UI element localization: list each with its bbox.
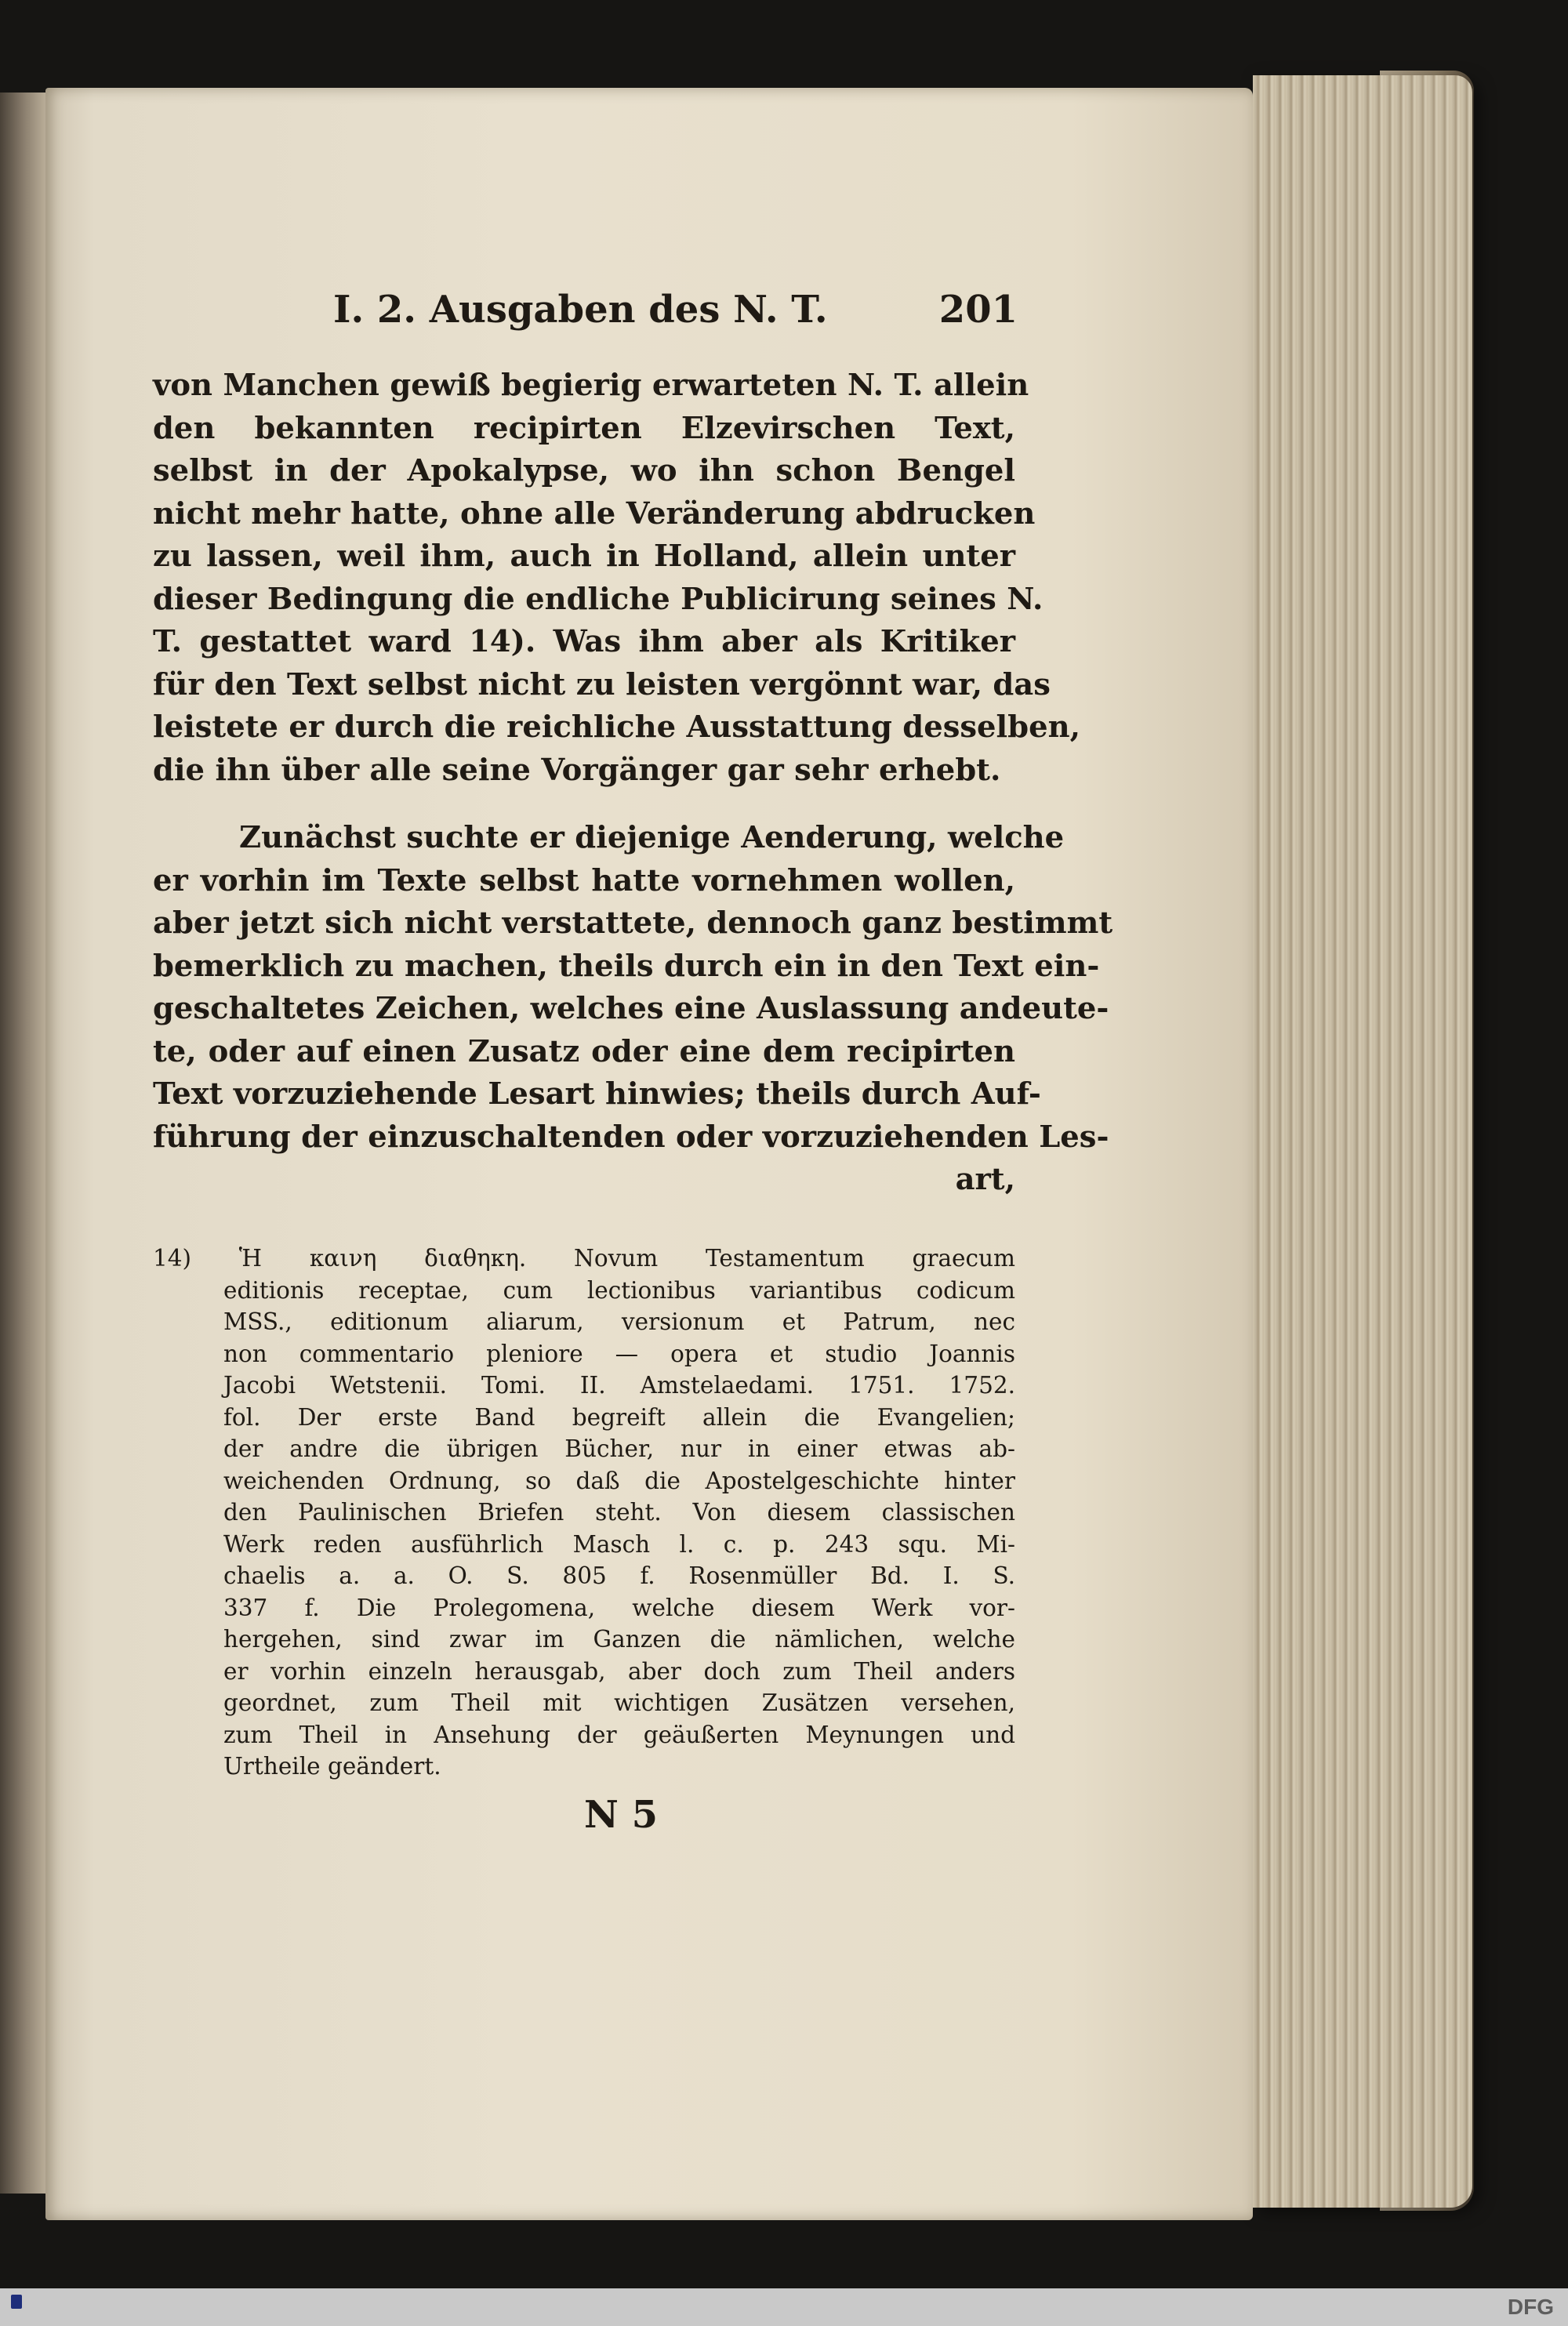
text-line: für den Text selbst nicht zu leisten vergönnt war, das <box>153 666 1051 702</box>
viewer-footer-bar <box>0 2288 1568 2326</box>
text-line: Text vorzuziehende Lesart hinwies; theils durch Auf- <box>153 1076 1041 1112</box>
footnote-line: weichenden Ordnung, so daß die Apostelgeschichte hinter <box>223 1467 1015 1494</box>
footnote-line: Werk reden ausführlich Masch l. c. p. 243 squ. Mi- <box>223 1530 1015 1558</box>
footnote <box>153 1243 1015 1783</box>
library-logo-icon <box>5 2293 28 2321</box>
text-line: bemerklich zu machen, theils durch ein in den Text ein- <box>153 948 1100 984</box>
page-stack-edges <box>1253 75 1472 2208</box>
text-line: den bekannten recipirten Elzevirschen Text, <box>153 410 1015 446</box>
footnote-line: hergehen, sind zwar im Ganzen die nämlichen, welche <box>223 1626 1015 1653</box>
text-line: zu lassen, weil ihm, auch in Holland, allein unter <box>153 539 1015 574</box>
signature-mark: N 5 <box>584 1793 658 1837</box>
footnote-line: Urtheile geändert. <box>223 1753 441 1780</box>
text-line: T. gestattet ward 14). Was ihm aber als Kritiker <box>153 624 1015 659</box>
text-line: von Manchen gewiß begierig erwarteten N. T. allein <box>153 368 1029 403</box>
text-line: er vorhin im Texte selbst hatte vornehmen wollen, <box>153 862 1015 898</box>
running-header <box>153 282 1018 337</box>
text-line: Zunächst suchte er diejenige Aenderung, welche <box>239 820 1065 855</box>
footnote-line: zum Theil in Ansehung der geäußerten Meynungen und <box>223 1721 1015 1748</box>
footnote-line: geordnet, zum Theil mit wichtigen Zusätzen versehen, <box>223 1689 1015 1716</box>
footnote-line: Jacobi Wetstenii. Tomi. II. Amstelaedami. 1751. 1752. <box>223 1372 1015 1399</box>
footnote-line: chaelis a. a. O. S. 805 f. Rosenmüller Bd. I. S. <box>223 1562 1015 1589</box>
text-line: nicht mehr hatte, ohne alle Veränderung abdrucken <box>153 495 1036 532</box>
running-title: I. 2. Ausgaben des N. T. <box>333 288 828 332</box>
footnote-line: editionis receptae, cum lectionibus variantibus codicum <box>223 1276 1015 1304</box>
dfg-logo: DFG <box>1507 2295 1554 2319</box>
text-line: die ihn über alle seine Vorgänger gar sehr erhebt. <box>153 752 1001 788</box>
text-line: leistete er durch die reichliche Ausstattung desselben, <box>153 709 1080 745</box>
text-line: selbst in der Apokalypse, wo ihn schon Bengel <box>153 453 1015 488</box>
footnote-line: der andre die übrigen Bücher, nur in einer etwas ab- <box>223 1435 1015 1462</box>
footnote-line: fol. Der erste Band begreift allein die Evangelien; <box>223 1403 1015 1431</box>
text-line: te, oder auf einen Zusatz oder eine dem recipirten <box>153 1033 1015 1069</box>
page-number: 201 <box>938 288 1018 332</box>
text-line: dieser Bedingung die endliche Publicirung seines N. <box>153 581 1044 617</box>
footnote-line: den Paulinischen Briefen steht. Von diesem classischen <box>223 1499 1015 1526</box>
footnote-line: 337 f. Die Prolegomena, welche diesem Werk vor- <box>223 1594 1015 1621</box>
left-page-edge <box>0 93 45 2194</box>
main-text <box>153 365 1113 1202</box>
footnote-line: MSS., editionum aliarum, versionum et Patrum, nec <box>223 1308 1015 1335</box>
footnote-line: er vorhin einzeln herausgab, aber doch zum Theil anders <box>223 1657 1015 1685</box>
text-line: geschaltetes Zeichen, welches eine Auslassung andeute- <box>153 991 1109 1026</box>
text-line: führung der einzuschaltenden oder vorzuziehenden Les- <box>153 1119 1109 1155</box>
footnote-line: non commentario pleniore — opera et studio Joannis <box>223 1340 1015 1367</box>
catchword: art, <box>955 1162 1015 1197</box>
footnote-line: 14) Ἡ καινη διαθηκη. Novum Testamentum graecum <box>153 1245 1015 1272</box>
text-line: aber jetzt sich nicht verstattete, dennoch ganz bestimmt <box>153 905 1113 941</box>
